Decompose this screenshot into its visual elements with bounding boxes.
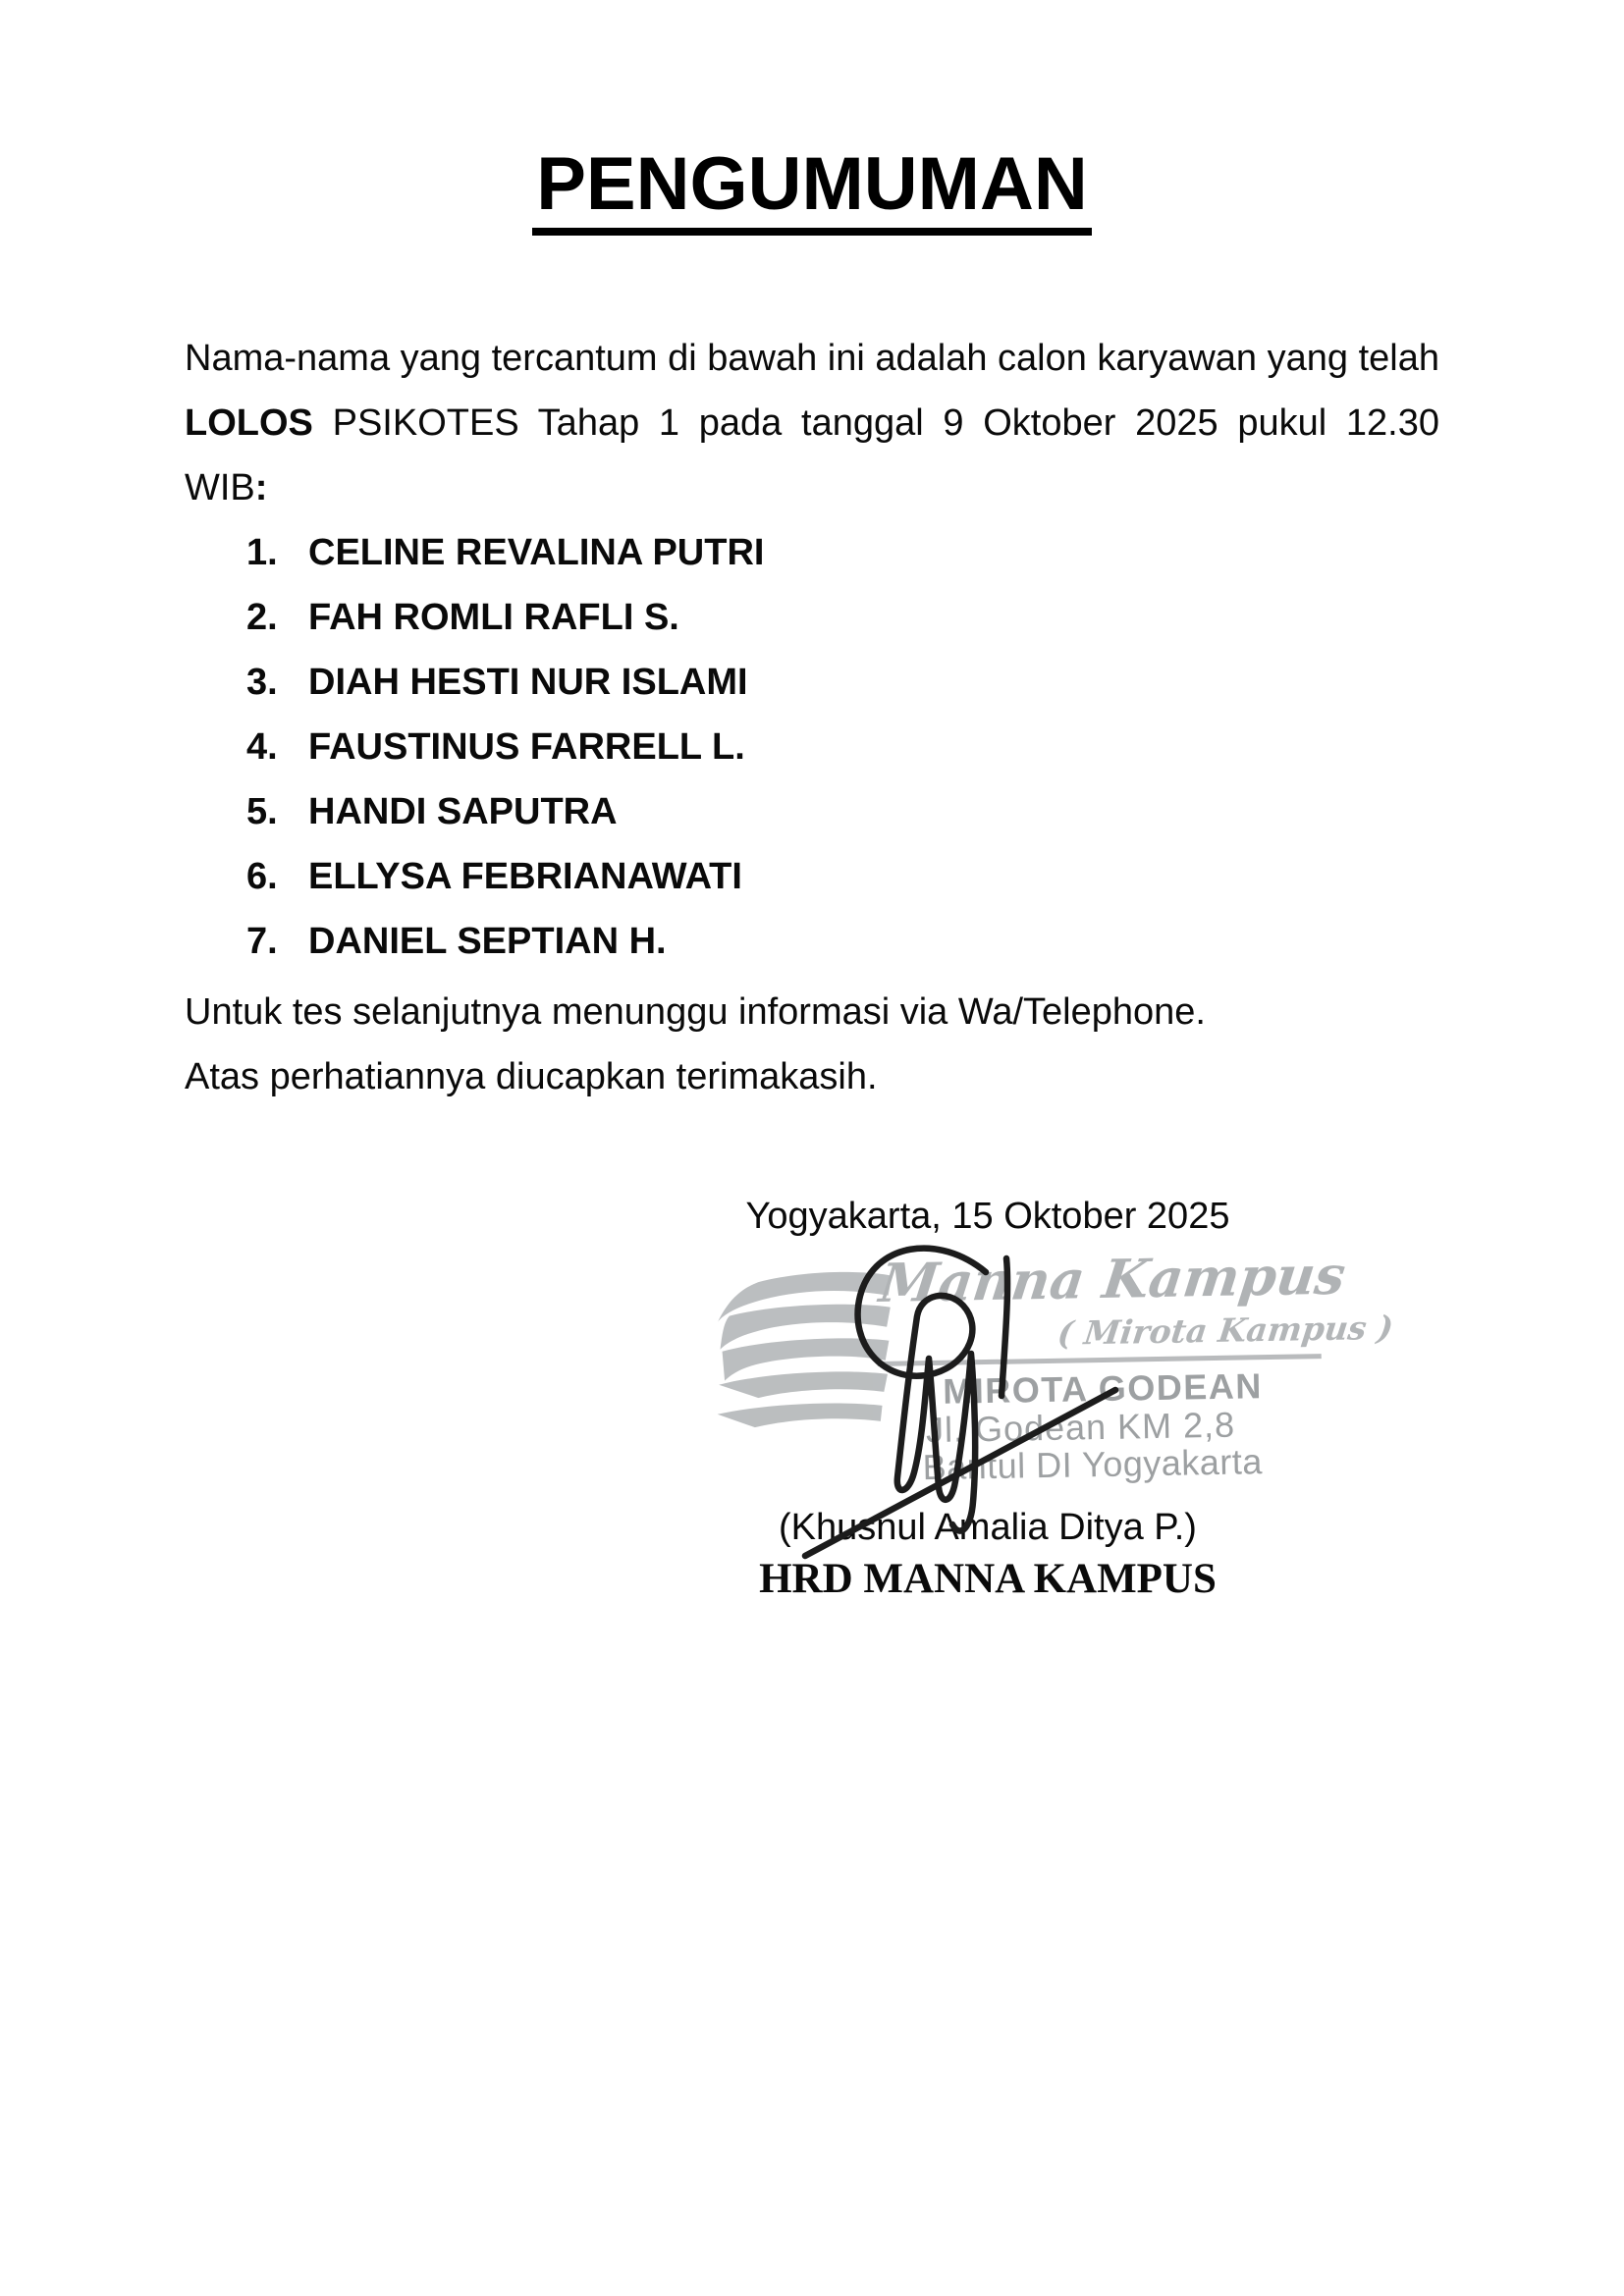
stamp-address1-text: Jl. Godean KM 2,8: [925, 1404, 1236, 1451]
list-item-number: 2.: [246, 597, 278, 638]
list-item: [185, 909, 1439, 974]
intro-bold-word: LOLOS: [185, 402, 313, 444]
page-title: PENGUMUMAN: [532, 147, 1092, 236]
list-item-number: 7.: [246, 921, 278, 962]
stamp-and-signature: [713, 1243, 1396, 1499]
list-item: [185, 779, 1439, 844]
intro-colon: :: [254, 467, 268, 508]
signature-block: [713, 1184, 1396, 1605]
list-item-name: ELLYSA FEBRIANAWATI: [308, 856, 742, 897]
intro-part2: PSIKOTES Tahap 1 pada tanggal 9 Oktober 2025 pukul 12.30 WIB: [185, 402, 1439, 508]
list-item-number: 6.: [246, 856, 278, 897]
intro-paragraph: [185, 326, 1439, 520]
signer-role: HRD MANNA KAMPUS: [759, 1556, 1217, 1602]
list-item-number: 5.: [246, 791, 278, 832]
list-item-name: DANIEL SEPTIAN H.: [308, 921, 667, 962]
list-item: [185, 585, 1439, 650]
stamp-brand-alt-text: ( Mirota Kampus ): [1055, 1308, 1396, 1353]
list-item-number: 1.: [246, 532, 278, 573]
closing-line-2: Atas perhatiannya diucapkan terimakasih.: [185, 1056, 878, 1097]
list-item-name: FAH ROMLI RAFLI S.: [308, 597, 679, 638]
list-item-name: DIAH HESTI NUR ISLAMI: [308, 662, 748, 703]
list-item-number: 4.: [246, 726, 278, 768]
list-item: [185, 715, 1439, 779]
intro-part1: Nama-nama yang tercantum di bawah ini adalah calon karyawan yang telah: [185, 338, 1439, 379]
candidate-list: [185, 520, 1439, 974]
signer-name: (Khusnul Amalia Ditya P.): [779, 1507, 1197, 1548]
list-item-name: HANDI SAPUTRA: [308, 791, 618, 832]
title-wrap: [185, 142, 1439, 236]
list-item-number: 3.: [246, 662, 278, 703]
stamp-brand-text: Manna Kampus: [876, 1243, 1349, 1314]
place-date: Yogyakarta, 15 Oktober 2025: [745, 1196, 1230, 1237]
list-item-name: CELINE REVALINA PUTRI: [308, 532, 765, 573]
handwritten-signature: [789, 1241, 1128, 1570]
stamp-address2-text: Bantul DI Yogyakarta: [922, 1441, 1264, 1488]
closing-line-1: Untuk tes selanjutnya menunggu informasi via Wa/Telephone.: [185, 991, 1206, 1033]
page-content: [0, 142, 1624, 1605]
list-item: [185, 650, 1439, 715]
list-item: [185, 520, 1439, 585]
list-item-name: FAUSTINUS FARRELL L.: [308, 726, 745, 768]
stamp-branch-text: MIROTA GODEAN: [942, 1365, 1264, 1412]
list-item: [185, 844, 1439, 909]
